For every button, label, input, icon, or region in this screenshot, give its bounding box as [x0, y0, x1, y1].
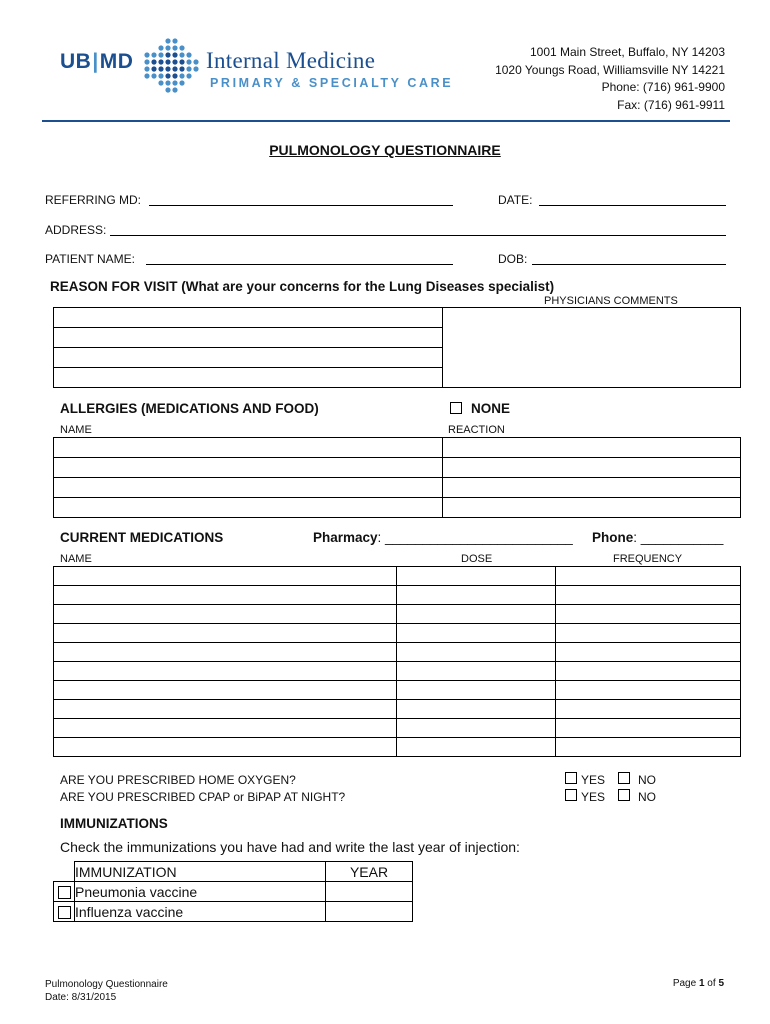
- allergy-reaction-cell[interactable]: [443, 478, 741, 498]
- medication-name-cell[interactable]: [54, 586, 397, 605]
- cpap-no-label: NO: [638, 790, 656, 804]
- dob-label: DOB:: [498, 252, 528, 266]
- medication-name-cell[interactable]: [54, 643, 397, 662]
- medication-frequency-cell[interactable]: [556, 700, 741, 719]
- fax-line: Fax: (716) 961-9911: [617, 97, 725, 112]
- logo-ub-text: [60, 50, 133, 74]
- medication-row: [54, 586, 741, 605]
- allergy-name-cell[interactable]: [54, 478, 443, 498]
- reason-row-3[interactable]: [54, 348, 443, 368]
- footer-page-number: [673, 978, 724, 989]
- address-line-1: 1001 Main Street, Buffalo, NY 14203: [529, 45, 725, 59]
- medication-frequency-cell[interactable]: [556, 624, 741, 643]
- page-of: of: [704, 978, 719, 989]
- medication-frequency-cell[interactable]: [556, 738, 741, 757]
- clinic-address-block: [495, 44, 725, 114]
- medication-row: [54, 605, 741, 624]
- pharmacy-label: Pharmacy: [313, 530, 378, 545]
- imm-name-pneumonia: Pneumonia vaccine: [75, 882, 326, 902]
- medication-dose-cell[interactable]: [397, 719, 556, 738]
- imm-name-influenza: Influenza vaccine: [75, 902, 326, 922]
- address-label: ADDRESS:: [45, 223, 107, 237]
- allergies-reaction-col: REACTION: [448, 424, 505, 436]
- cpap-question: ARE YOU PRESCRIBED CPAP or BiPAP AT NIGHT?: [60, 790, 346, 804]
- address-field[interactable]: [110, 235, 726, 236]
- logo: [60, 38, 460, 98]
- medication-row: [54, 738, 741, 757]
- referring-md-field[interactable]: [149, 205, 453, 206]
- medication-row: [54, 700, 741, 719]
- medication-dose-cell[interactable]: [397, 643, 556, 662]
- medication-name-cell[interactable]: [54, 662, 397, 681]
- imm-check-cell: [54, 902, 75, 922]
- pharmacy-phone-field[interactable]: [592, 530, 723, 545]
- logo-title: Internal Medicine: [206, 48, 376, 73]
- medications-dose-col: DOSE: [461, 553, 493, 565]
- date-field[interactable]: [539, 205, 726, 206]
- medication-dose-cell[interactable]: [397, 681, 556, 700]
- cpap-yes-label: YES: [581, 790, 606, 804]
- allergies-table: [53, 437, 741, 518]
- logo-md: MD: [99, 50, 134, 73]
- medication-name-cell[interactable]: [54, 624, 397, 643]
- form-title: PULMONOLOGY QUESTIONNAIRE: [269, 142, 501, 158]
- logo-dots-icon: [144, 38, 200, 96]
- patient-name-field[interactable]: [146, 264, 453, 265]
- pharmacy-phone-line: : ___________: [633, 530, 724, 545]
- medication-frequency-cell[interactable]: [556, 662, 741, 681]
- imm-year-influenza[interactable]: [326, 902, 413, 922]
- dob-field[interactable]: [532, 264, 726, 265]
- medication-name-cell[interactable]: [54, 719, 397, 738]
- medication-row: [54, 624, 741, 643]
- medication-frequency-cell[interactable]: [556, 643, 741, 662]
- footer-left: [45, 978, 168, 1004]
- address-line-2: 1020 Youngs Road, Williamsville NY 14221: [495, 62, 725, 77]
- allergy-name-cell[interactable]: [54, 498, 443, 518]
- footer-date: Date: 8/31/2015: [45, 992, 117, 1003]
- patient-name-label: PATIENT NAME:: [45, 252, 136, 266]
- phone-line: Phone: (716) 961-9900: [601, 80, 725, 94]
- imm-header-year: YEAR: [326, 862, 413, 882]
- oxygen-yes-label: YES: [581, 773, 606, 787]
- influenza-checkbox[interactable]: [58, 906, 71, 919]
- medication-row: [54, 567, 741, 586]
- medication-dose-cell[interactable]: [397, 586, 556, 605]
- referring-md-label: REFERRING MD:: [45, 193, 141, 207]
- medication-dose-cell[interactable]: [397, 567, 556, 586]
- header-divider: [42, 120, 730, 122]
- allergies-none-checkbox[interactable]: [450, 402, 462, 414]
- cpap-yes-checkbox[interactable]: [565, 789, 577, 801]
- allergies-heading: ALLERGIES (MEDICATIONS AND FOOD): [60, 401, 319, 416]
- pharmacy-line: : _________________________: [377, 530, 573, 545]
- medication-row: [54, 662, 741, 681]
- medication-dose-cell[interactable]: [397, 662, 556, 681]
- oxygen-no-checkbox[interactable]: [618, 772, 630, 784]
- imm-year-pneumonia[interactable]: [326, 882, 413, 902]
- logo-divider: |: [92, 50, 99, 73]
- immunizations-table: [53, 861, 413, 922]
- imm-header-name: IMMUNIZATION: [75, 862, 326, 882]
- medication-frequency-cell[interactable]: [556, 586, 741, 605]
- medication-frequency-cell[interactable]: [556, 605, 741, 624]
- allergy-reaction-cell[interactable]: [443, 498, 741, 518]
- immunizations-heading: IMMUNIZATIONS: [60, 816, 168, 831]
- reason-row-4[interactable]: [54, 368, 443, 388]
- oxygen-no-label: NO: [638, 773, 656, 787]
- pneumonia-checkbox[interactable]: [58, 886, 71, 899]
- medications-heading: CURRENT MEDICATIONS: [60, 530, 224, 545]
- pharmacy-field[interactable]: [313, 530, 573, 545]
- reason-row-2[interactable]: [54, 328, 443, 348]
- allergy-name-cell[interactable]: [54, 458, 443, 478]
- medication-name-cell[interactable]: [54, 567, 397, 586]
- medication-dose-cell[interactable]: [397, 738, 556, 757]
- logo-ub: UB: [60, 50, 92, 73]
- medication-frequency-cell[interactable]: [556, 567, 741, 586]
- page-prefix: Page: [672, 978, 699, 989]
- medications-table: [53, 566, 741, 757]
- allergy-name-cell[interactable]: [54, 438, 443, 458]
- medication-name-cell[interactable]: [54, 700, 397, 719]
- imm-check-cell: [54, 882, 75, 902]
- medications-name-col: NAME: [60, 553, 92, 565]
- medication-name-cell[interactable]: [54, 605, 397, 624]
- medication-row: [54, 643, 741, 662]
- pharmacy-phone-label: Phone: [592, 530, 634, 545]
- medication-name-cell[interactable]: [54, 681, 397, 700]
- medication-dose-cell[interactable]: [397, 624, 556, 643]
- allergies-none-label: NONE: [471, 401, 511, 416]
- medications-frequency-col: FREQUENCY: [613, 553, 683, 565]
- home-oxygen-question: ARE YOU PRESCRIBED HOME OXYGEN?: [60, 773, 296, 787]
- medication-row: [54, 719, 741, 738]
- logo-subtitle: PRIMARY & SPECIALTY CARE: [210, 76, 454, 90]
- reason-table: [53, 307, 741, 388]
- reason-row-1[interactable]: [54, 308, 443, 328]
- physicians-comments-box[interactable]: [443, 308, 741, 388]
- allergy-reaction-cell[interactable]: [443, 438, 741, 458]
- medication-dose-cell[interactable]: [397, 700, 556, 719]
- reason-heading: REASON FOR VISIT (What are your concerns for the Lung Diseases specialist): [50, 279, 555, 294]
- medication-frequency-cell[interactable]: [556, 681, 741, 700]
- immunizations-instructions: Check the immunizations you have had and write the last year of injection:: [60, 839, 520, 855]
- footer-doc-name: Pulmonology Questionnaire: [45, 979, 168, 990]
- page-total: 5: [718, 978, 724, 989]
- allergy-reaction-cell[interactable]: [443, 458, 741, 478]
- imm-header-check-cell: [54, 862, 75, 882]
- cpap-no-checkbox[interactable]: [618, 789, 630, 801]
- physicians-comments-label: PHYSICIANS COMMENTS: [544, 295, 678, 307]
- date-label: DATE:: [498, 193, 533, 207]
- oxygen-yes-checkbox[interactable]: [565, 772, 577, 784]
- medication-row: [54, 681, 741, 700]
- medication-name-cell[interactable]: [54, 738, 397, 757]
- medication-dose-cell[interactable]: [397, 605, 556, 624]
- page-current: 1: [698, 978, 705, 989]
- medication-frequency-cell[interactable]: [556, 719, 741, 738]
- allergies-name-col: NAME: [60, 424, 92, 436]
